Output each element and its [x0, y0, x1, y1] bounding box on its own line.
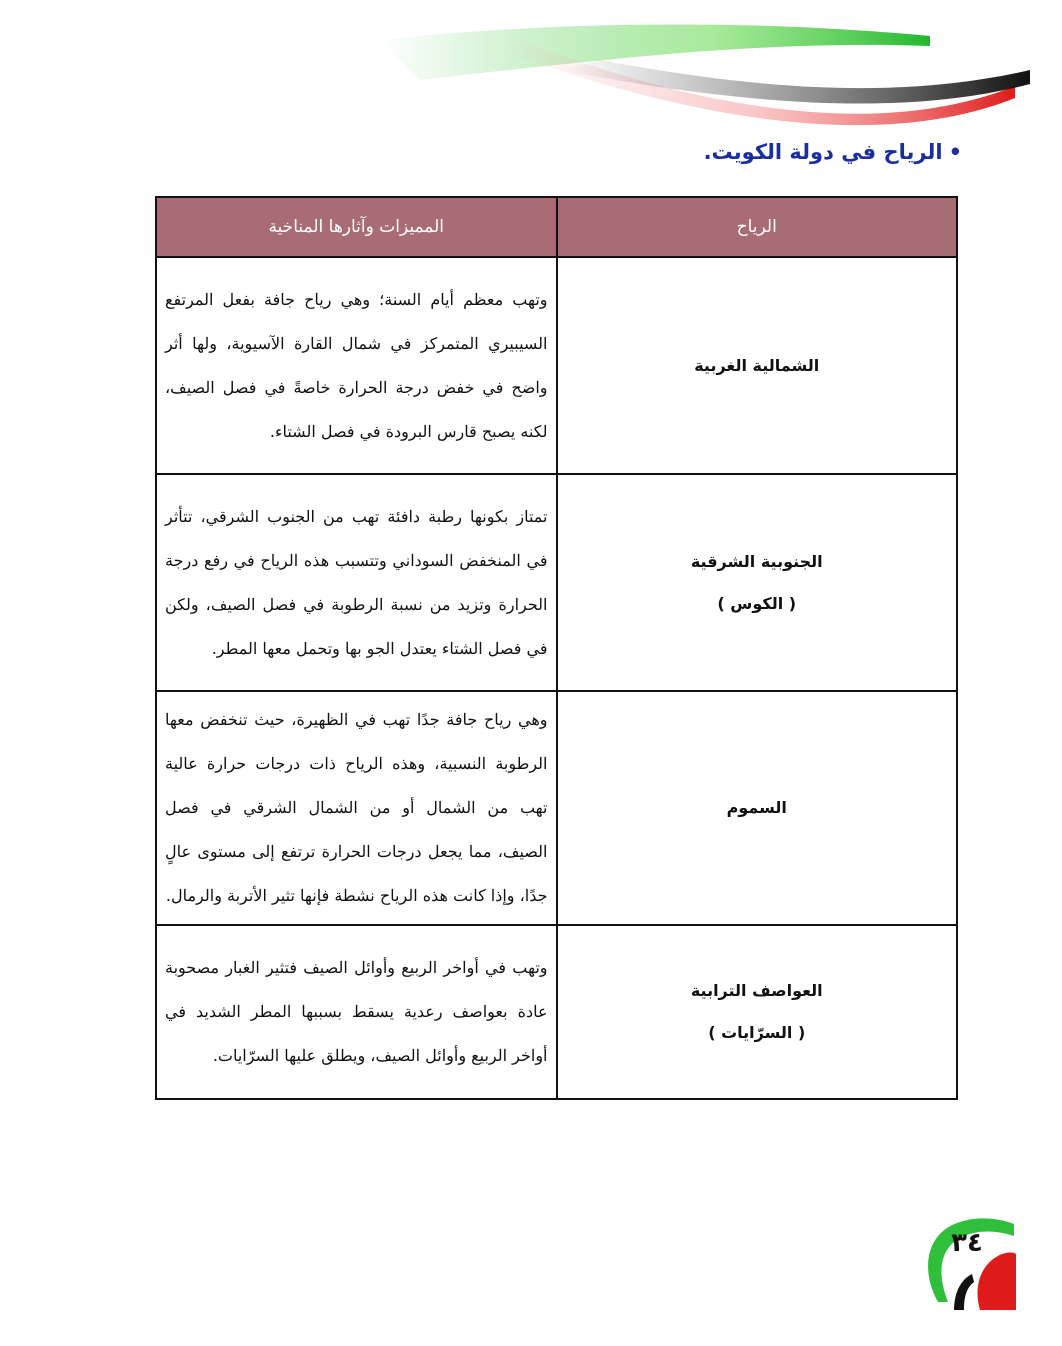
flag-swoosh-banner	[0, 0, 1062, 140]
table-row	[156, 925, 957, 1099]
wind-description: وتهب معظم أيام السنة؛ وهي رياح جافة بفعل المرتفع السيبيري المتمركز في شمال القارة الآسيوية، ولها أثر واضح في خفض درجة الحرارة خاصةً في فصل الصيف، لكنه يصبح قارس البرودة في فصل الشتاء.	[156, 257, 557, 474]
wind-name: الجنوبية الشرقية	[690, 551, 823, 571]
page-number: ٣٤	[951, 1228, 983, 1258]
wind-description: وتهب في أواخر الربيع وأوائل الصيف فتثير الغبار مصحوبة عادة بعواصف رعدية يسقط بسببها المطر الشديد في أواخر الربيع وأوائل الصيف، ويطلق عليها السرّايات.	[156, 925, 557, 1099]
winds-table	[155, 196, 958, 1100]
wind-description: تمتاز بكونها رطبة دافئة تهب من الجنوب الشرقي، تتأثر في المنخفض السوداني وتتسبب هذه الرياح في رفع درجة الحرارة وتزيد من نسبة الرطوبة في فصل الصيف، ولكن في فصل الشتاء يعتدل الجو بها وتحمل معها المطر.	[156, 474, 557, 691]
wind-name: العواصف الترابية	[690, 981, 823, 1000]
header-features: المميزات وآثارها المناخية	[156, 197, 557, 257]
table-row	[156, 257, 957, 474]
wind-name-cell	[557, 691, 958, 925]
wind-alt-name: ( السرّايات )	[708, 1023, 806, 1042]
wind-name: الشمالية الغربية	[694, 355, 820, 375]
heading-text: الرياح في دولة الكويت.	[703, 140, 943, 164]
table-row	[156, 691, 957, 925]
wind-name-cell	[557, 474, 958, 691]
table-header-row	[156, 197, 957, 257]
wind-description: وهي رياح جافة جدًا تهب في الظهيرة، حيث تنخفض معها الرطوبة النسبية، وهذه الرياح ذات درجات حرارة عالية تهب من الشمال أو من الشمال الشرقي في فصل الصيف، مما يجعل درجات الحرارة ترتفع إلى مستوى عالٍ جدًا، وإذا كانت هذه الرياح نشطة فإنها تثير الأتربة والرمال.	[156, 691, 557, 925]
wind-name: السموم	[726, 798, 787, 817]
wind-name-cell	[557, 925, 958, 1099]
page-number-badge	[918, 1210, 1018, 1310]
section-heading	[704, 140, 962, 164]
header-wind: الرياح	[557, 197, 958, 257]
heading-bullet: •	[948, 140, 962, 164]
table-row	[156, 474, 957, 691]
wind-name-cell	[557, 257, 958, 474]
wind-alt-name: ( الكوس )	[717, 593, 797, 613]
